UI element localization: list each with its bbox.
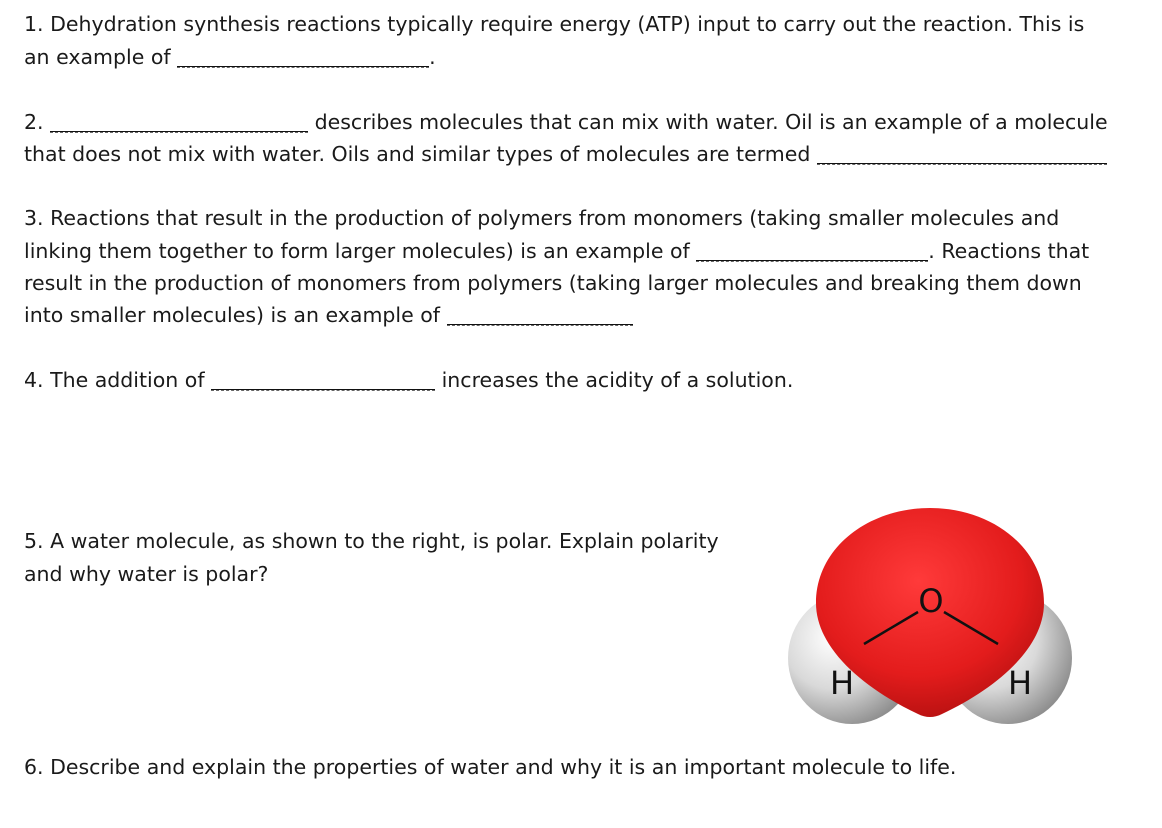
q3-text-4: into smaller molecules) is an example of xyxy=(24,303,441,327)
q4-text-suffix: increases the acidity of a solution. xyxy=(441,368,794,392)
water-molecule-diagram xyxy=(782,508,1078,730)
q1-line-1 xyxy=(24,8,1084,40)
q2-number: 2. xyxy=(24,110,44,134)
q5-line-1 xyxy=(24,525,719,557)
hydrogen-right-label: H xyxy=(1007,664,1033,702)
q3-line-2 xyxy=(24,235,1089,267)
q4-line xyxy=(24,364,793,396)
q6-line xyxy=(24,751,956,783)
q1-answer-blank[interactable] xyxy=(177,42,429,64)
q2-line-2 xyxy=(24,138,1107,170)
q2-answer-blank-hydrophobic[interactable] xyxy=(817,139,1107,161)
q5-line-2 xyxy=(24,558,268,590)
q5-text-1: 5. A water molecule, as shown to the right, is polar. Explain polarity xyxy=(24,529,719,553)
q2-text: describes molecules that can mix with water. Oil is an example of a molecule xyxy=(314,110,1108,134)
q5-text-2: and why water is polar? xyxy=(24,562,269,586)
q2-answer-blank-hydrophilic[interactable] xyxy=(50,107,308,129)
q1-text-prefix: an example of xyxy=(24,45,171,69)
q3-text-3: result in the production of monomers from polymers (taking larger molecules and breaking them down xyxy=(24,271,1082,295)
q6-text: 6. Describe and explain the properties of water and why it is an important molecule to life. xyxy=(24,755,957,779)
q1-text: 1. Dehydration synthesis reactions typically require energy (ATP) input to carry out the reaction. This is xyxy=(24,12,1085,36)
q3-text-1: 3. Reactions that result in the production of polymers from monomers (taking smaller molecules and xyxy=(24,206,1060,230)
q4-answer-blank[interactable] xyxy=(211,365,435,387)
water-molecule-image xyxy=(782,508,1078,730)
q3-line-4 xyxy=(24,299,633,331)
q2-line-1 xyxy=(24,106,1108,138)
q3-line-3 xyxy=(24,267,1082,299)
q1-line-2 xyxy=(24,41,436,73)
q3-answer-blank-hydrolysis[interactable] xyxy=(447,300,633,322)
q3-answer-blank-synthesis[interactable] xyxy=(696,236,928,258)
q2-text-2: that does not mix with water. Oils and similar types of molecules are termed xyxy=(24,142,811,166)
q1-period: . xyxy=(429,45,436,69)
q3-text-2: linking them together to form larger molecules) is an example of xyxy=(24,239,690,263)
q3-text-2b: . Reactions that xyxy=(928,239,1090,263)
q4-text-prefix: 4. The addition of xyxy=(24,368,205,392)
hydrogen-left-label: H xyxy=(829,664,855,702)
q3-line-1 xyxy=(24,202,1059,234)
oxygen-label: O xyxy=(918,582,944,620)
